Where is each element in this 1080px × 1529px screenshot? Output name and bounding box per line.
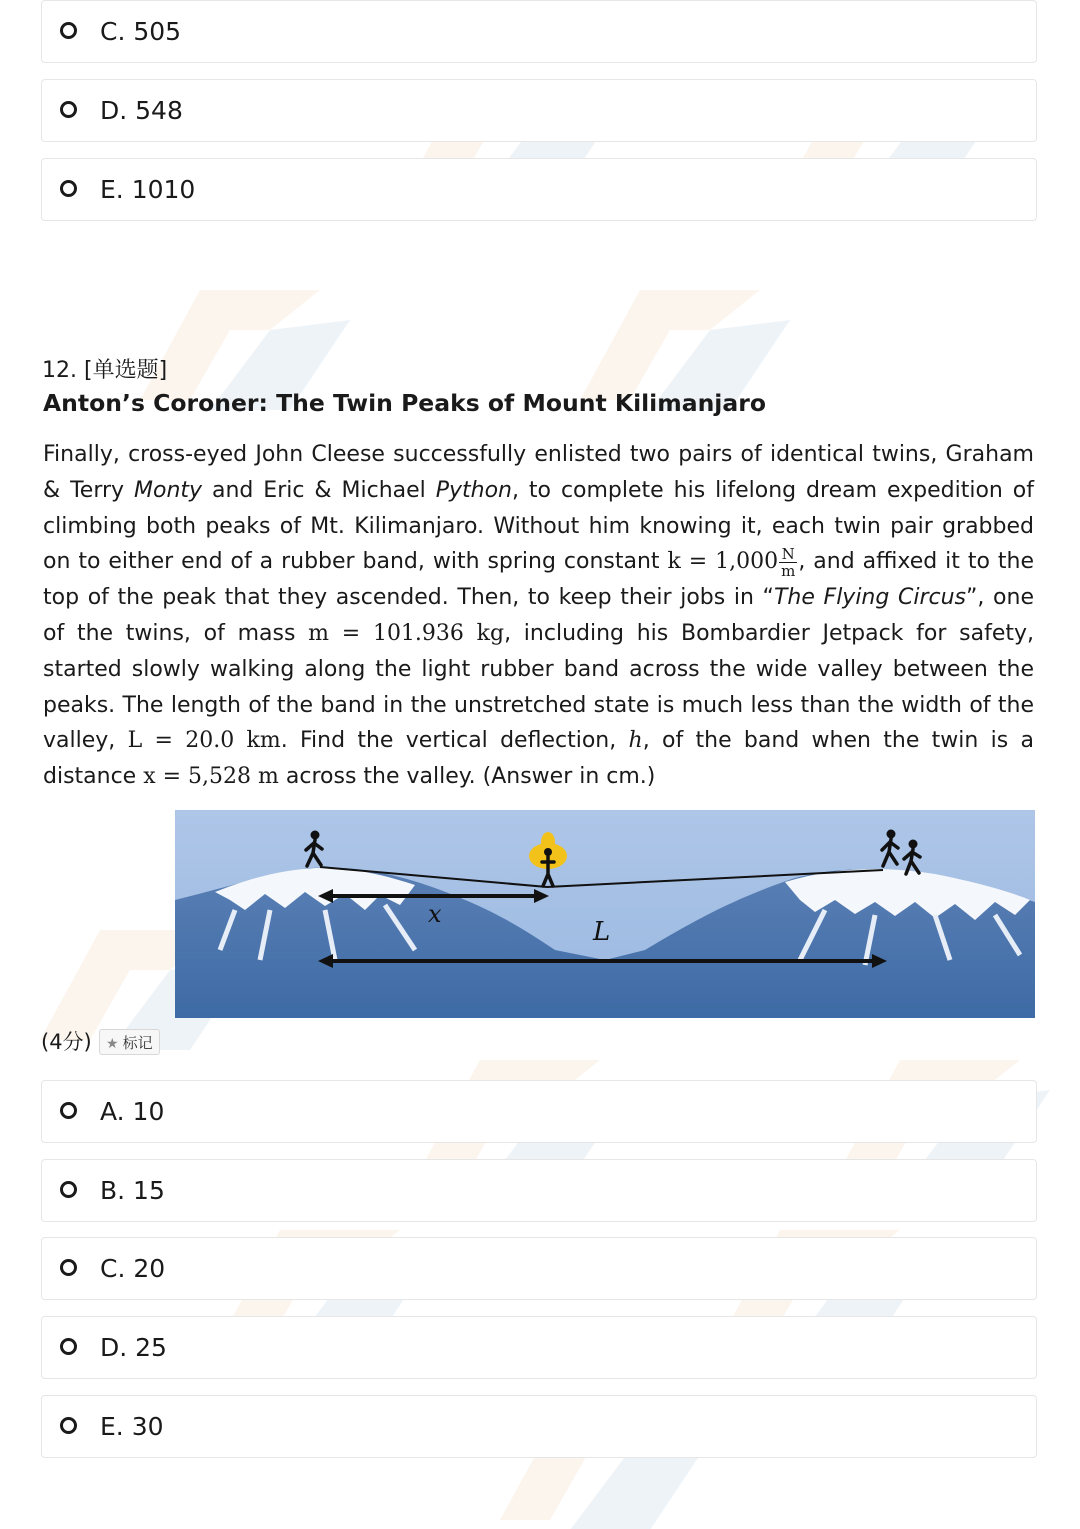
question-points: (4分) [41, 1030, 92, 1054]
question-title: Anton’s Coroner: The Twin Peaks of Mount Kilimanjaro [43, 389, 766, 417]
radio-icon[interactable] [60, 1181, 77, 1198]
radio-icon[interactable] [60, 101, 77, 118]
radio-icon[interactable] [60, 1417, 77, 1434]
mountain-figure [175, 810, 1035, 1018]
question-body [43, 437, 1034, 795]
radio-icon[interactable] [60, 1102, 77, 1119]
option-label: C. 505 [100, 17, 182, 46]
unit-denominator: m [781, 561, 796, 580]
option-label: D. 548 [100, 96, 183, 125]
answer-option-e[interactable] [41, 1395, 1037, 1458]
body-text: , including his Bombardier Jetpack for safety, started slowly walking along the light rubber band across the wide valley between the peaks. The length of the band in the unstretched state is much less than the width of the valley, [43, 620, 1034, 754]
answer-option-a[interactable] [41, 1080, 1037, 1143]
radio-icon[interactable] [60, 1338, 77, 1355]
unit-numerator: N [779, 546, 797, 563]
radio-icon[interactable] [60, 180, 77, 197]
answer-option-e[interactable] [41, 158, 1037, 221]
math-x: x = 5,528 m [143, 764, 279, 790]
option-label: A. 10 [100, 1097, 165, 1126]
body-text: Finally, cross-eyed John Cleese successfully enlisted two pairs of identical twins, Graham & Terry [43, 442, 1034, 503]
mark-button-label: 标记 [122, 1034, 153, 1052]
body-text: , and affixed it to the top of the peak that they ascended. Then, to keep their jobs in “ [43, 549, 1034, 611]
body-text: across the valley. (Answer in cm.) [278, 764, 656, 790]
answer-option-d[interactable] [41, 79, 1037, 142]
label-x: x [428, 900, 442, 928]
answer-option-c[interactable] [41, 0, 1037, 63]
option-label: E. 30 [100, 1412, 164, 1441]
body-text: , to complete his lifelong dream expedition of climbing both peaks of Mt. Kilimanjaro. Without him knowing it, each twin pair grabbed on to either end of a rubber band, with spring constant [43, 477, 1034, 575]
radio-icon[interactable] [60, 1259, 77, 1276]
body-text-italic: Monty [134, 477, 203, 503]
body-text: , of the band when the twin is a distance [43, 728, 1034, 790]
body-text: ”, one of the twins, of mass [43, 585, 1034, 646]
answer-option-c[interactable] [41, 1237, 1037, 1300]
answer-option-b[interactable] [41, 1159, 1037, 1222]
body-text: and Eric & Michael [202, 477, 436, 503]
option-label: E. 1010 [100, 175, 196, 204]
option-label: B. 15 [100, 1176, 165, 1205]
math-k: k = 1,000 [667, 549, 779, 575]
body-text-italic: The Flying Circus [773, 585, 967, 611]
body-text: . Find the vertical deflection, [280, 728, 629, 754]
radio-icon[interactable] [60, 22, 77, 39]
mark-button[interactable] [99, 1029, 160, 1055]
star-icon: ★ [106, 1036, 119, 1052]
question-number: 12. [单选题] [42, 358, 168, 383]
option-label: D. 25 [100, 1333, 167, 1362]
option-label: C. 20 [100, 1254, 166, 1283]
label-L: L [593, 917, 611, 947]
body-text-italic: Python [435, 477, 512, 503]
answer-option-d[interactable] [41, 1316, 1037, 1379]
math-h: h [628, 728, 643, 754]
unit-fraction [779, 546, 797, 579]
math-m: m = 101.936 kg [308, 620, 505, 646]
math-L: L = 20.0 km [127, 728, 281, 754]
